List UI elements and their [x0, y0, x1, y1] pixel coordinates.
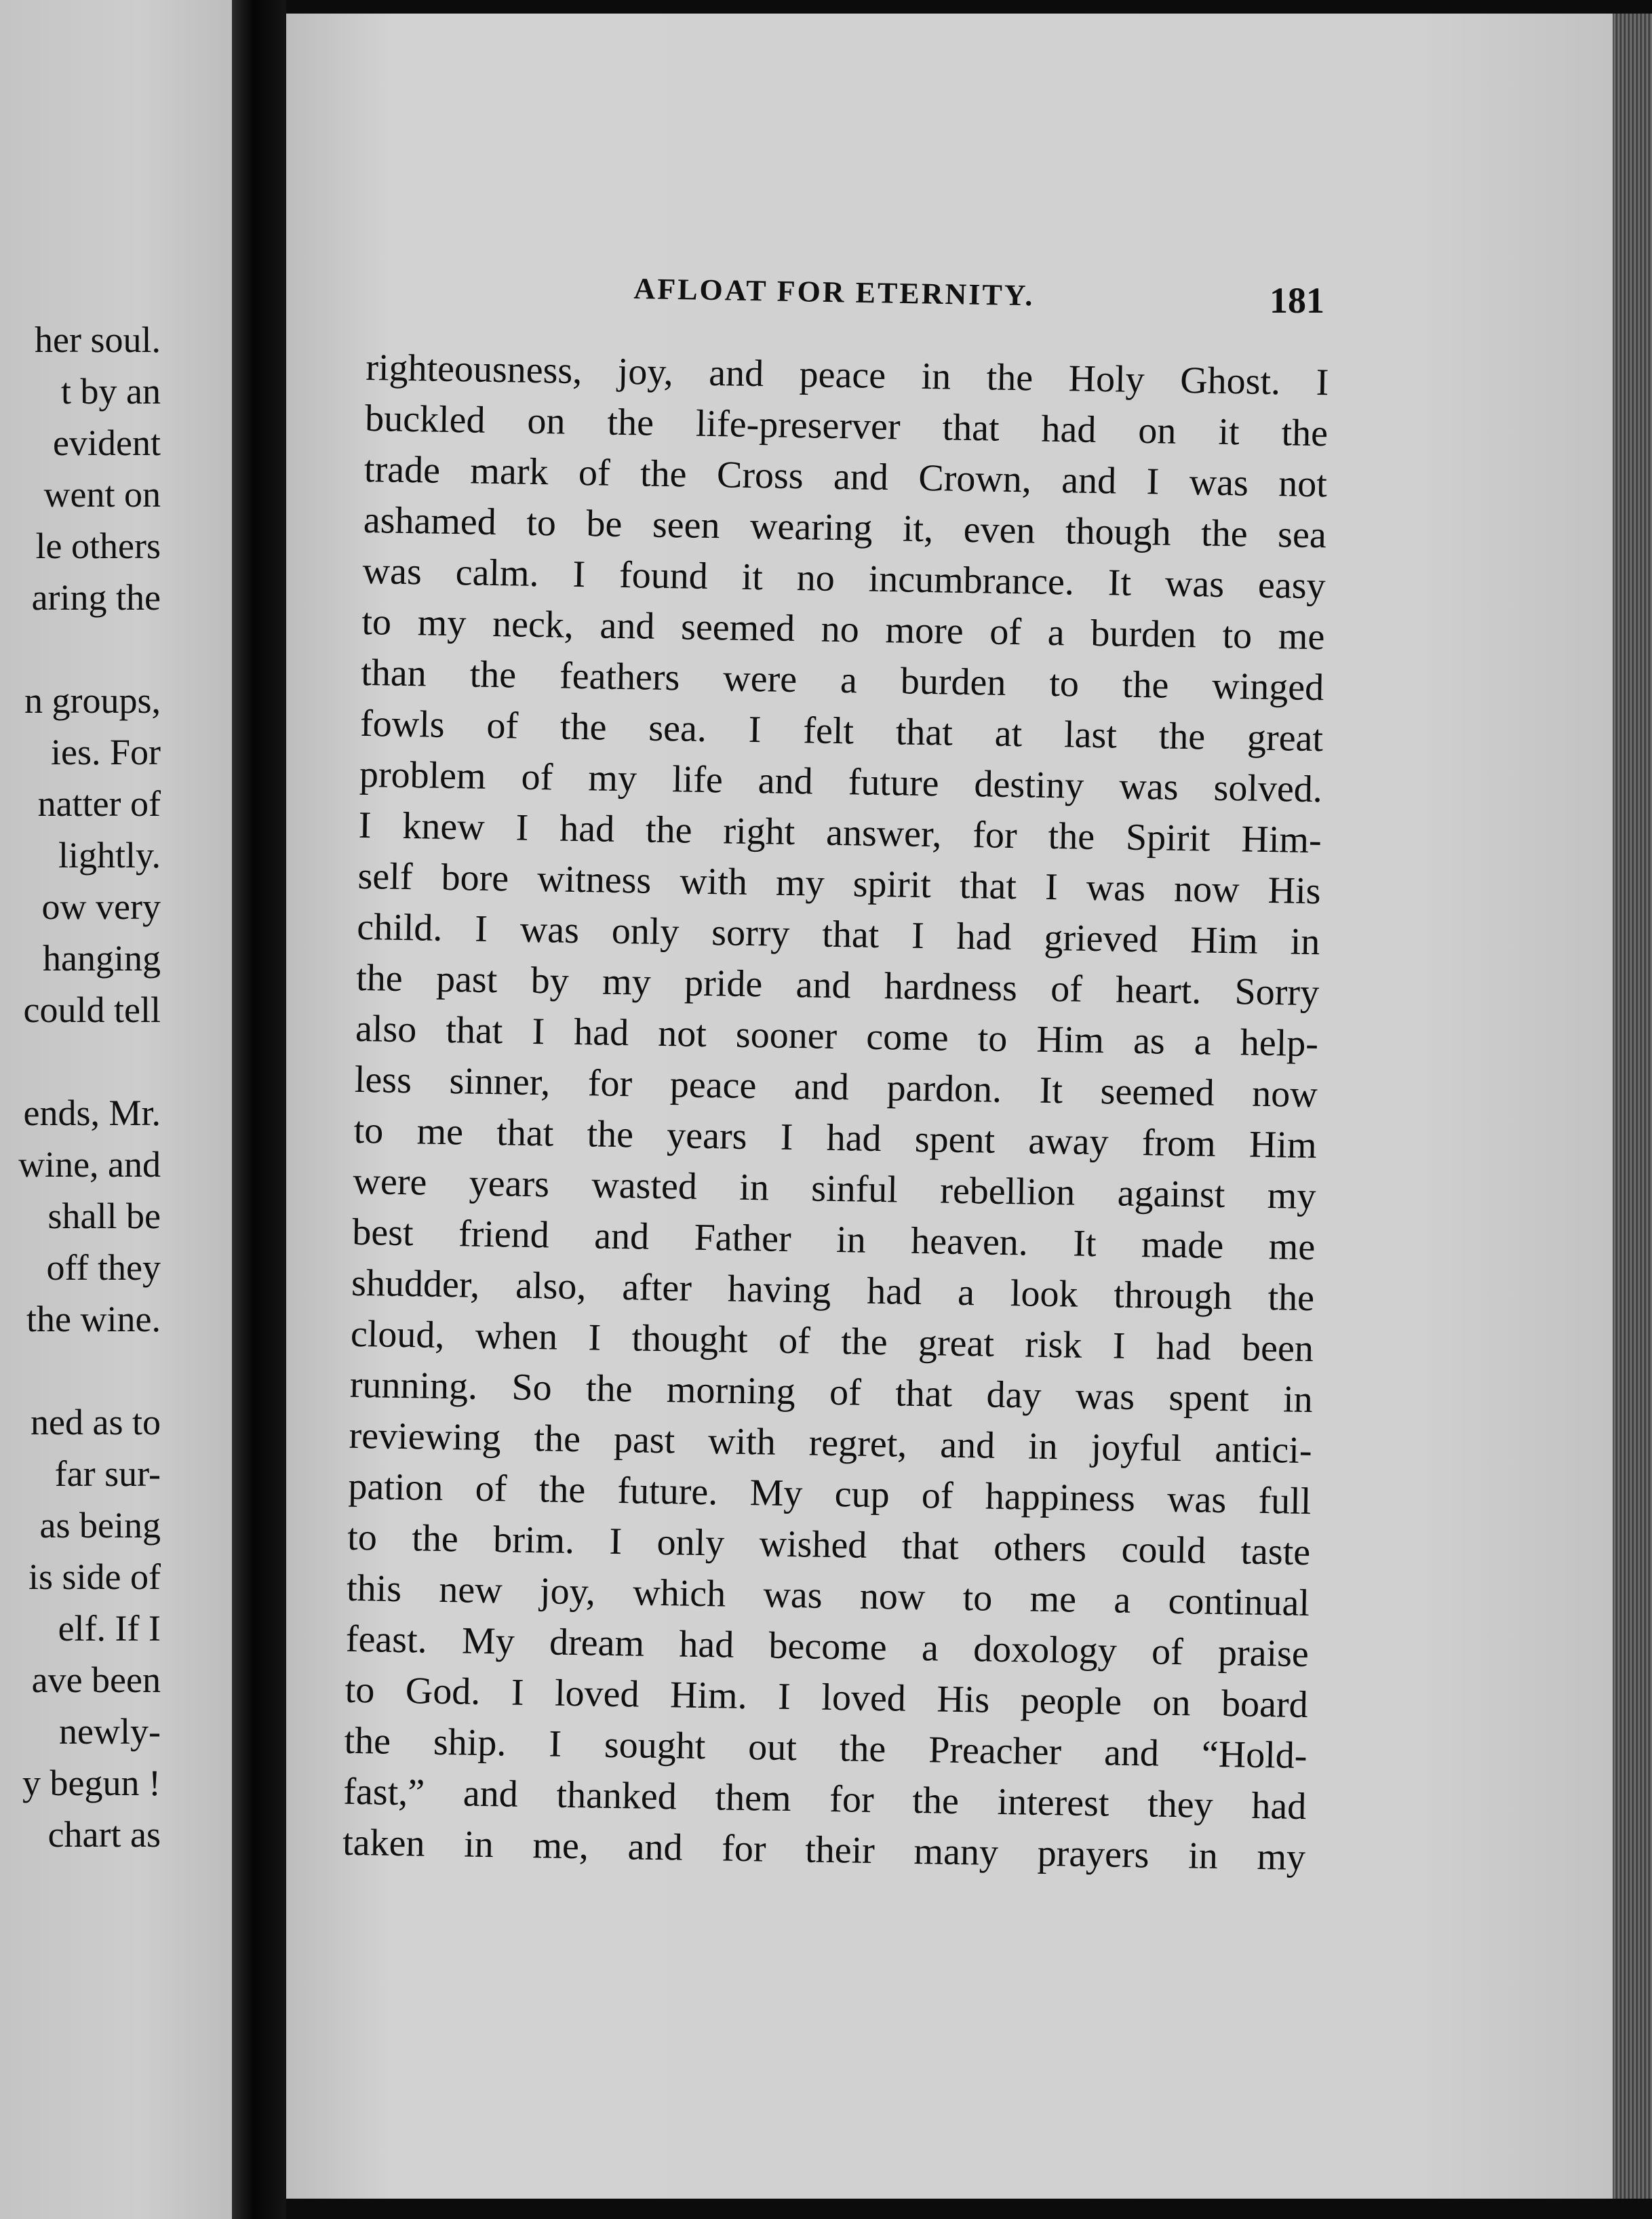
text-line: taken in me, and for their many prayers in my: [342, 1821, 1306, 1879]
text-line: fowls of the sea. I felt that at last the great: [359, 702, 1324, 760]
text-line: fast,” and thanked them for the interest they had: [342, 1770, 1307, 1828]
previous-page: [0, 0, 232, 2219]
previous-page-line: evident: [53, 423, 161, 463]
previous-page-line: is side of: [28, 1556, 161, 1597]
previous-page-line: far sur-: [54, 1453, 161, 1494]
text-line: best friend and Father in heaven. It made me: [351, 1211, 1316, 1269]
previous-page-line: y begun !: [22, 1763, 161, 1803]
previous-page-line: n groups,: [24, 680, 161, 721]
text-line: reviewing the past with regret, and in joyful antici-: [349, 1414, 1312, 1472]
previous-page-line: elf. If I: [58, 1608, 161, 1649]
previous-page-line: chart as: [47, 1814, 161, 1855]
previous-page-line: ned as to: [31, 1402, 161, 1442]
text-line: to God. I loved Him. I loved His people on board: [345, 1668, 1309, 1727]
previous-page-line: lightly.: [58, 835, 161, 876]
previous-page-line: t by an: [61, 371, 161, 412]
text-line: I knew I had the right answer, for the Spirit Him-: [358, 804, 1322, 862]
text-line: this new joy, which was now to me a continual: [346, 1567, 1310, 1625]
text-line: also that I had not sooner come to Him as a help-: [355, 1007, 1319, 1065]
text-line: problem of my life and future destiny was solved.: [359, 753, 1323, 811]
text-line: righteousness, joy, and peace in the Holy Ghost. I: [365, 346, 1329, 404]
previous-page-line: ends, Mr.: [23, 1093, 161, 1133]
previous-page-line: hanging: [43, 938, 161, 979]
previous-page-line: off they: [46, 1247, 161, 1288]
text-line: self bore witness with my spirit that I was now His: [357, 855, 1321, 913]
previous-page-line: newly-: [59, 1711, 161, 1752]
previous-page-line: natter of: [37, 783, 161, 824]
previous-page-line: le others: [35, 526, 161, 566]
text-line: buckled on the life-preserver that had on it the: [364, 397, 1329, 455]
text-line: to me that the years I had spent away from Him: [353, 1109, 1318, 1167]
text-line: ashamed to be seen wearing it, even though the sea: [363, 498, 1327, 557]
previous-page-line: aring the: [31, 577, 161, 618]
previous-page-line: as being: [39, 1505, 161, 1546]
previous-page-line: wine, and: [18, 1144, 161, 1185]
text-line: pation of the future. My cup of happiness was full: [348, 1465, 1312, 1523]
text-line: running. So the morning of that day was spent in: [349, 1363, 1314, 1421]
text-line: less sinner, for peace and pardon. It seemed now: [354, 1058, 1318, 1116]
running-title: AFLOAT FOR ETERNITY.: [633, 271, 1035, 313]
text-line: than the feathers were a burden to the winged: [360, 651, 1324, 709]
previous-page-line: could tell: [23, 989, 161, 1030]
text-line: was calm. I found it no incumbrance. It was easy: [362, 549, 1326, 608]
page-edges: [1613, 14, 1652, 2199]
previous-page-line: the wine.: [26, 1299, 161, 1339]
previous-page-line: her soul.: [35, 319, 161, 360]
body-text: [342, 342, 1329, 1883]
previous-page-line: ow very: [41, 886, 161, 927]
previous-page-line: ies. For: [51, 732, 161, 772]
previous-page-line: went on: [43, 474, 161, 515]
book-gutter: [232, 0, 286, 2219]
text-line: cloud, when I thought of the great risk I had been: [350, 1312, 1314, 1371]
text-line: shudder, also, after having had a look through the: [351, 1261, 1315, 1320]
previous-page-line: ave been: [31, 1660, 161, 1700]
previous-page-line: shall be: [47, 1196, 161, 1236]
text-line: to the brim. I only wished that others could taste: [347, 1516, 1311, 1574]
text-line: were years wasted in sinful rebellion against my: [353, 1160, 1316, 1218]
text-line: child. I was only sorry that I had grieved Him in: [356, 905, 1320, 964]
text-line: the past by my pride and hardness of heart. Sorry: [355, 956, 1320, 1015]
text-line: feast. My dream had become a doxology of praise: [345, 1617, 1310, 1676]
page-number: 181: [1270, 280, 1324, 321]
text-line: to my neck, and seemed no more of a burden to me: [361, 600, 1325, 659]
text-line: the ship. I sought out the Preacher and “Hold-: [344, 1719, 1307, 1778]
text-line: trade mark of the Cross and Crown, and I was not: [363, 448, 1328, 506]
